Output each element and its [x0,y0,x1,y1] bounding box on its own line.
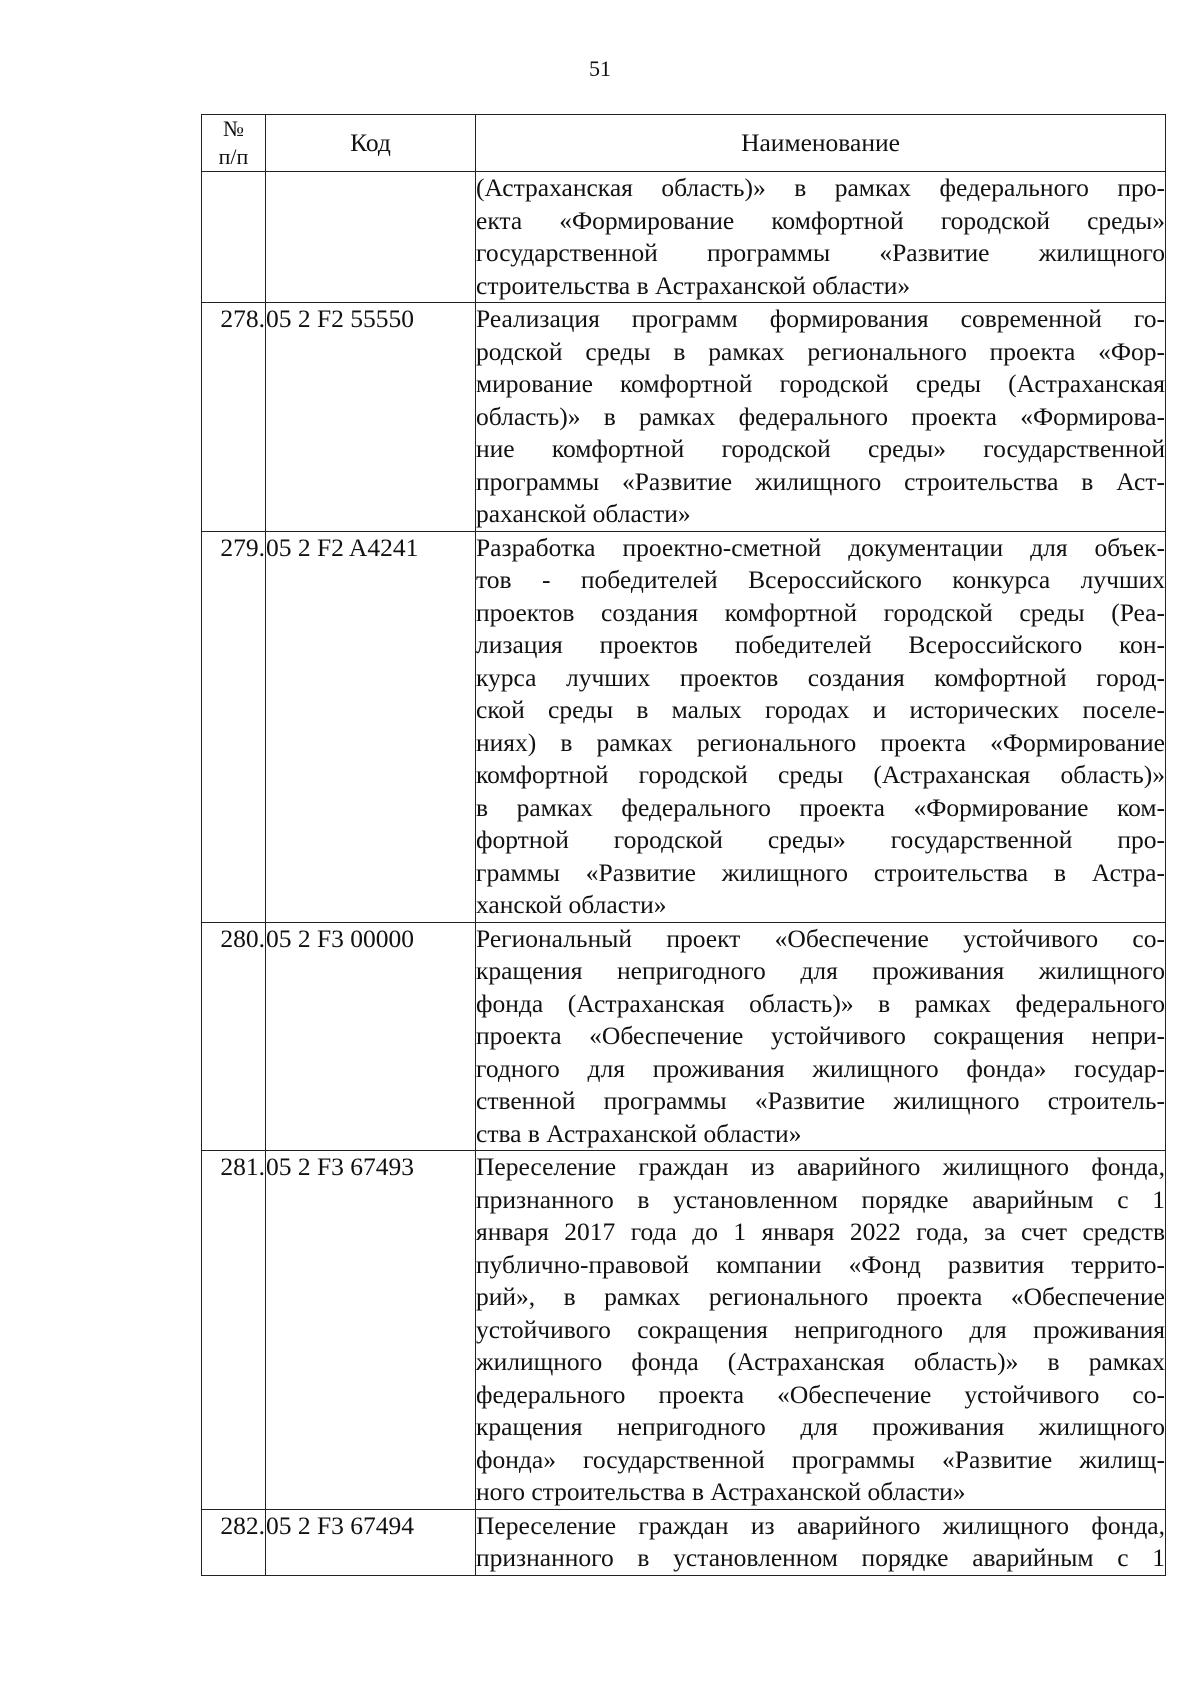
row-name [476,531,1166,922]
header-name: Наименование [476,115,1166,172]
row-name-line: родской среды в рамках регионального проекта «Фор- [476,336,1165,366]
row-code [266,172,476,303]
row-name [476,1509,1166,1575]
row-name-line: фортной городской среды» государственной про- [476,825,1165,854]
header-code: Код [266,115,476,172]
row-name [476,303,1166,532]
row-number: 282. [202,1509,266,1575]
row-name-line: ханской области» [476,890,667,919]
row-name-line: проектов создания комфортной городской среды (Реа- [476,597,1165,627]
table-row [202,922,1166,1151]
row-name [476,172,1166,303]
row-name-line: января 2017 года до 1 января 2022 года, за счет средств [476,1217,1165,1246]
row-name-line: кращения непригодного для проживания жилищного [476,1412,1165,1441]
table-row [202,1509,1166,1575]
row-number: 278. [202,303,266,532]
row-name-line: фонда (Астраханская область)» в рамках федерального [476,988,1165,1018]
row-name-line: программы «Развитие жилищного строительства в Аст- [476,466,1165,496]
row-name-line: Переселение граждан из аварийного жилищного фонда, [476,1510,1165,1540]
row-name-line: жилищного фонда (Астраханская область)» в рамках [476,1347,1165,1376]
header-number [202,115,266,172]
row-name-line: проекта «Обеспечение устойчивого сокращения непри- [476,1021,1165,1050]
row-number [202,172,266,303]
row-name-line: ственной программы «Развитие жилищного строитель- [476,1086,1165,1115]
row-name-line: признанного в установленном порядке аварийным с 1 [476,1543,1165,1572]
row-name-line: государственной программы «Развитие жилищного [476,238,1165,267]
row-name-line: публично-правовой компании «Фонд развития террито- [476,1249,1165,1279]
budget-classification-table [201,114,1166,1576]
row-code: 05 2 F3 67493 [266,1151,476,1510]
row-name-line: фонда» государственной программы «Развитие жилищ- [476,1444,1165,1474]
table-body [202,172,1166,1576]
row-name-line: екта «Формирование комфортной городской среды» [476,205,1165,235]
table-row [202,531,1166,922]
row-name-line: Реализация программ формирования современной го- [476,304,1165,333]
row-name-line: ской среды в малых городах и исторических поселе- [476,695,1165,724]
row-name-line: граммы «Развитие жилищного строительства в Астра- [476,857,1165,887]
row-name-line: (Астраханская область)» в рамках федерального про- [476,173,1165,202]
row-number: 279. [202,531,266,922]
row-name [476,922,1166,1151]
row-name-line: рий», в рамках регионального проекта «Обеспечение [476,1282,1165,1311]
row-name-line: мирование комфортной городской среды (Астраханская [476,369,1165,398]
table-header-row [202,115,1166,172]
page-number: 51 [589,56,611,81]
header-number-abbr: п/п [218,144,249,169]
row-number: 280. [202,922,266,1151]
row-code: 05 2 F2 A4241 [266,531,476,922]
row-name-line: признанного в установленном порядке аварийным с 1 [476,1184,1165,1214]
row-name-line: ства в Астраханской области» [476,1118,802,1148]
row-name-line: курса лучших проектов создания комфортной город- [476,662,1165,692]
row-name-line: комфортной городской среды (Астраханская область)» [476,760,1165,789]
row-name-line: раханской области» [476,499,691,528]
row-name-line: Разработка проектно-сметной документации для объек- [476,532,1165,562]
row-number: 281. [202,1151,266,1510]
table-row [202,303,1166,532]
row-name-line: кращения непригодного для проживания жилищного [476,956,1165,985]
row-code: 05 2 F3 67494 [266,1509,476,1575]
row-code: 05 2 F2 55550 [266,303,476,532]
row-name [476,1151,1166,1510]
row-name-line: ного строительства в Астраханской области» [476,1477,966,1506]
table-row [202,172,1166,303]
row-name-line: строительства в Астраханской области» [476,270,911,300]
row-name-line: устойчивого сокращения непригодного для проживания [476,1314,1165,1344]
row-name-line: область)» в рамках федерального проекта «Формирова- [476,401,1165,431]
row-name-line: Переселение граждан из аварийного жилищного фонда, [476,1152,1165,1181]
row-name-line: Региональный проект «Обеспечение устойчивого со- [476,923,1165,953]
row-code: 05 2 F3 00000 [266,922,476,1151]
row-name-line: в рамках федерального проекта «Формирование ком- [476,792,1165,822]
row-name-line: ние комфортной городской среды» государственной [476,434,1165,463]
header-number-sign: № [223,116,244,141]
row-name-line: лизация проектов победителей Всероссийского кон- [476,630,1165,659]
row-name-line: годного для проживания жилищного фонда» государ- [476,1053,1165,1083]
row-name-line: федерального проекта «Обеспечение устойчивого со- [476,1379,1165,1409]
table-row [202,1151,1166,1510]
row-name-line: тов - победителей Всероссийского конкурса лучших [476,565,1165,594]
row-name-line: ниях) в рамках регионального проекта «Формирование [476,727,1165,757]
